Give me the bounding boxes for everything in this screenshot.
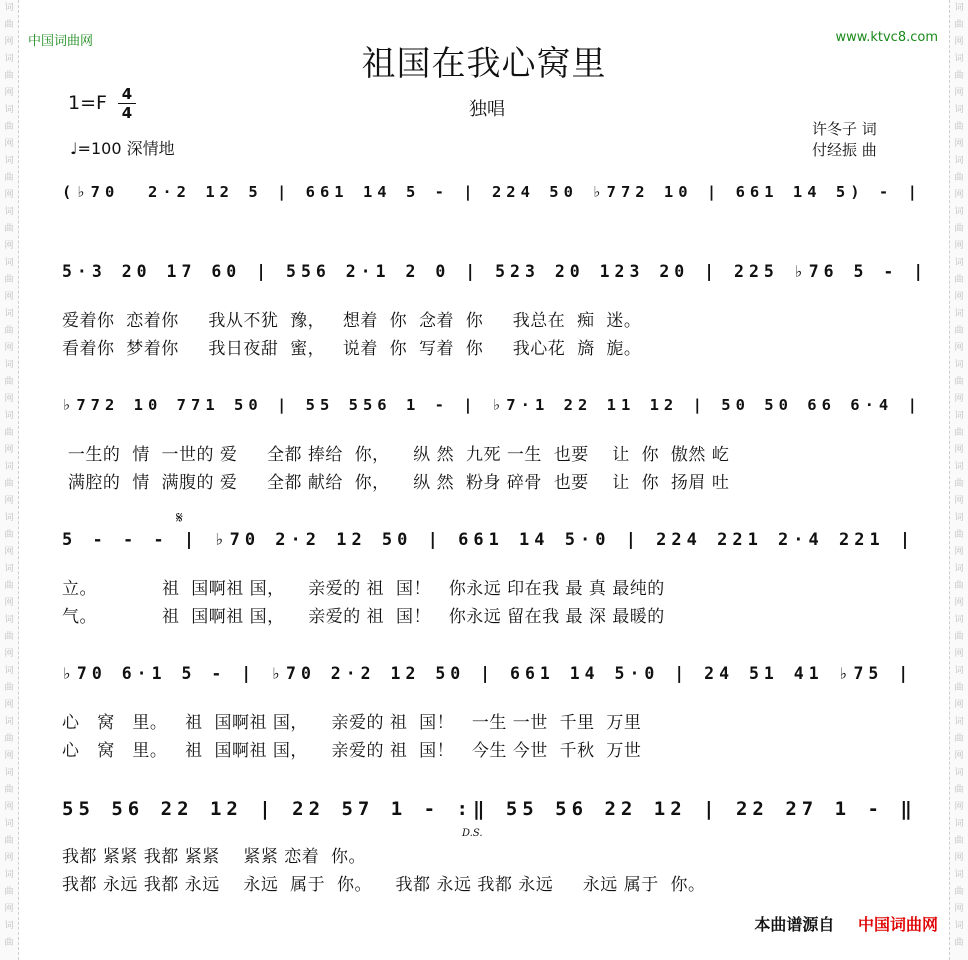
- watermark-glyph: 曲: [4, 173, 14, 183]
- time-signature: [118, 86, 136, 121]
- watermark-glyph: 曲: [954, 71, 964, 81]
- watermark-glyph: 网: [954, 394, 964, 404]
- performance-mode: 独唱: [469, 99, 505, 120]
- watermark-glyph: 曲: [954, 887, 964, 897]
- watermark-glyph: 曲: [4, 632, 14, 642]
- lyric-verse-2: 我都 永远 我都 永远 永远 属于 你。 我都 永远 我都 永远 永远 属于 你。: [62, 875, 706, 895]
- watermark-glyph: 网: [4, 190, 14, 200]
- watermark-glyph: 网: [954, 547, 964, 557]
- watermark-glyph: 词: [954, 360, 964, 370]
- watermark-glyph: 网: [954, 241, 964, 251]
- lyric-verse-2: 看着你 梦着你 我日夜甜 蜜， 说着 你 写着 你 我心花 旖 旎。: [62, 339, 642, 359]
- watermark-glyph: 词: [4, 870, 14, 880]
- watermark-glyph: 网: [4, 394, 14, 404]
- meter-bottom: 4: [121, 104, 133, 122]
- watermark-glyph: 网: [954, 445, 964, 455]
- notation-line: ♭772 10 771 50 | 55 556 1 - | ♭7·1 22 11 12 | 50 50 66 6·4 |: [62, 396, 922, 414]
- watermark-glyph: 曲: [4, 683, 14, 693]
- watermark-glyph: 词: [4, 615, 14, 625]
- notation-line: ♭70 6·1 5 - | ♭70 2·2 12 50 | 661 14 5·0 | 24 51 41 ♭75 |: [62, 664, 914, 683]
- watermark-glyph: 词: [4, 105, 14, 115]
- song-title: 祖国在我心窝里: [361, 44, 607, 84]
- watermark-glyph: 网: [954, 496, 964, 506]
- score-system-5: [0, 664, 968, 804]
- watermark-glyph: 网: [4, 241, 14, 251]
- watermark-glyph: 词: [954, 666, 964, 676]
- watermark-glyph: 网: [954, 37, 964, 47]
- watermark-glyph: 网: [954, 649, 964, 659]
- watermark-glyph: 词: [954, 156, 964, 166]
- watermark-glyph: 网: [954, 700, 964, 710]
- watermark-glyph: 网: [4, 88, 14, 98]
- watermark-glyph: 曲: [954, 275, 964, 285]
- watermark-glyph: 曲: [954, 326, 964, 336]
- watermark-glyph: 词: [954, 615, 964, 625]
- watermark-glyph: 网: [954, 343, 964, 353]
- watermark-glyph: 词: [954, 105, 964, 115]
- watermark-glyph: 网: [954, 190, 964, 200]
- watermark-glyph: 网: [4, 37, 14, 47]
- watermark-glyph: 曲: [954, 683, 964, 693]
- watermark-glyph: 网: [4, 598, 14, 608]
- watermark-glyph: 词: [4, 717, 14, 727]
- watermark-glyph: 网: [954, 88, 964, 98]
- watermark-glyph: 曲: [954, 224, 964, 234]
- watermark-glyph: 曲: [4, 275, 14, 285]
- watermark-glyph: 词: [954, 54, 964, 64]
- watermark-glyph: 词: [954, 207, 964, 217]
- watermark-glyph: 词: [4, 666, 14, 676]
- watermark-glyph: 网: [4, 649, 14, 659]
- watermark-glyph: 网: [4, 343, 14, 353]
- lyric-verse-2: 心 窝 里。 祖 国啊祖 国， 亲爱的 祖 国！ 今生 今世 千秋 万世: [62, 741, 642, 761]
- watermark-glyph: 词: [4, 3, 14, 13]
- watermark-glyph: 曲: [954, 938, 964, 948]
- watermark-glyph: 网: [4, 700, 14, 710]
- watermark-glyph: 词: [4, 54, 14, 64]
- watermark-glyph: 曲: [954, 734, 964, 744]
- watermark-glyph: 网: [954, 802, 964, 812]
- watermark-glyph: 网: [4, 445, 14, 455]
- key-signature: 1=F: [68, 92, 107, 114]
- tempo-marking: ♩=100 深情地: [70, 139, 175, 158]
- watermark-glyph: 网: [4, 751, 14, 761]
- watermark-glyph: 曲: [4, 581, 14, 591]
- watermark-glyph: 曲: [4, 71, 14, 81]
- score-system-3: [0, 396, 968, 536]
- watermark-glyph: 词: [4, 258, 14, 268]
- watermark-glyph: 曲: [954, 173, 964, 183]
- watermark-glyph: 词: [4, 513, 14, 523]
- watermark-glyph: 曲: [954, 785, 964, 795]
- watermark-glyph: 曲: [4, 938, 14, 948]
- watermark-glyph: 网: [954, 904, 964, 914]
- watermark-glyph: 网: [954, 292, 964, 302]
- watermark-glyph: 词: [4, 156, 14, 166]
- watermark-glyph: 网: [4, 139, 14, 149]
- watermark-glyph: 网: [4, 547, 14, 557]
- watermark-glyph: 曲: [954, 530, 964, 540]
- source-footer: [754, 912, 938, 935]
- watermark-glyph: 曲: [4, 428, 14, 438]
- watermark-glyph: 词: [954, 258, 964, 268]
- source-brand-link[interactable]: 中国词曲网: [857, 915, 938, 934]
- score-system-4: [0, 508, 968, 670]
- watermark-glyph: 词: [4, 768, 14, 778]
- watermark-glyph: 词: [954, 768, 964, 778]
- watermark-glyph: 网: [954, 751, 964, 761]
- site-url-right[interactable]: www.ktvc8.com: [835, 30, 938, 45]
- watermark-glyph: 网: [4, 904, 14, 914]
- watermark-glyph: 曲: [954, 632, 964, 642]
- watermark-glyph: 曲: [4, 122, 14, 132]
- notation-line: 5 - - - | ♭70 2·2 12 50 | 661 14 5·0 | 224 221 2·4 221 |: [62, 530, 916, 550]
- lyric-verse-1: 我都 紧紧 我都 紧紧 紧紧 恋着 你。: [62, 847, 367, 867]
- watermark-glyph: 曲: [4, 785, 14, 795]
- watermark-glyph: 词: [954, 3, 964, 13]
- lyricist-credit: 许冬子 词: [812, 120, 877, 138]
- watermark-glyph: 词: [954, 819, 964, 829]
- watermark-glyph: 词: [4, 564, 14, 574]
- watermark-glyph: 曲: [954, 581, 964, 591]
- watermark-glyph: 曲: [954, 428, 964, 438]
- watermark-glyph: 曲: [4, 530, 14, 540]
- notation-line: (♭70 2·2 12 5 | 661 14 5 - | 224 50 ♭772 10 | 661 14 5) - |: [62, 183, 922, 201]
- watermark-glyph: 曲: [4, 377, 14, 387]
- watermark-glyph: 曲: [4, 20, 14, 30]
- watermark-glyph: 网: [954, 139, 964, 149]
- watermark-glyph: 词: [4, 411, 14, 421]
- watermark-glyph: 词: [4, 819, 14, 829]
- watermark-glyph: 词: [4, 309, 14, 319]
- site-name-left[interactable]: 中国词曲网: [28, 34, 94, 49]
- watermark-glyph: 词: [954, 564, 964, 574]
- watermark-glyph: 曲: [4, 479, 14, 489]
- lyric-verse-1: 心 窝 里。 祖 国啊祖 国， 亲爱的 祖 国！ 一生 一世 千里 万里: [62, 713, 642, 733]
- watermark-glyph: 曲: [4, 326, 14, 336]
- meter-top: 4: [121, 85, 133, 103]
- watermark-glyph: 词: [4, 921, 14, 931]
- source-label: 本曲谱源自: [754, 915, 835, 934]
- lyric-verse-1: 爱着你 恋着你 我从不犹 豫， 想着 你 念着 你 我总在 痴 迷。: [62, 311, 642, 331]
- watermark-glyph: 曲: [954, 20, 964, 30]
- watermark-glyph: 词: [954, 513, 964, 523]
- watermark-glyph: 网: [4, 292, 14, 302]
- watermark-glyph: 词: [954, 462, 964, 472]
- watermark-glyph: 词: [954, 411, 964, 421]
- watermark-glyph: 词: [954, 309, 964, 319]
- notation-line: 5·3 20 17 60 | 556 2·1 2 0 | 523 20 123 20 | 225 ♭76 5 - |: [62, 262, 929, 281]
- watermark-glyph: 词: [4, 207, 14, 217]
- watermark-glyph: 词: [4, 360, 14, 370]
- watermark-glyph: 曲: [954, 377, 964, 387]
- watermark-glyph: 网: [4, 802, 14, 812]
- segno-sign: 𝄋: [176, 508, 183, 527]
- watermark-glyph: 网: [954, 598, 964, 608]
- dal-segno-mark: D.S.: [462, 828, 483, 839]
- watermark-glyph: 曲: [4, 836, 14, 846]
- watermark-glyph: 曲: [954, 836, 964, 846]
- watermark-glyph: 网: [4, 496, 14, 506]
- lyric-verse-1: 立。 祖 国啊祖 国， 亲爱的 祖 国！ 你永远 印在我 最 真 最纯的: [62, 579, 665, 599]
- watermark-glyph: 词: [954, 870, 964, 880]
- lyric-verse-2: 满腔的 情 满腹的 爱 全都 献给 你， 纵 然 粉身 碎骨 也要 让 你 扬眉 吐: [62, 473, 730, 493]
- watermark-glyph: 词: [954, 921, 964, 931]
- composer-credit: 付经振 曲: [812, 141, 877, 159]
- watermark-glyph: 网: [954, 853, 964, 863]
- lyric-verse-1: 一生的 情 一世的 爱 全都 捧给 你， 纵 然 九死 一生 也要 让 你 傲然 屹: [62, 445, 730, 465]
- watermark-glyph: 曲: [4, 734, 14, 744]
- watermark-glyph: 词: [4, 462, 14, 472]
- lyric-verse-2: 气。 祖 国啊祖 国， 亲爱的 祖 国！ 你永远 留在我 最 深 最暖的: [62, 607, 665, 627]
- watermark-glyph: 曲: [954, 479, 964, 489]
- score-system-2: [0, 262, 968, 402]
- watermark-glyph: 网: [4, 853, 14, 863]
- watermark-glyph: 曲: [4, 224, 14, 234]
- watermark-glyph: 曲: [954, 122, 964, 132]
- watermark-glyph: 词: [954, 717, 964, 727]
- watermark-glyph: 曲: [4, 887, 14, 897]
- notation-line: 55 56 22 12 | 22 57 1 - :‖ 55 56 22 12 | 22 27 1 - ‖: [62, 798, 917, 820]
